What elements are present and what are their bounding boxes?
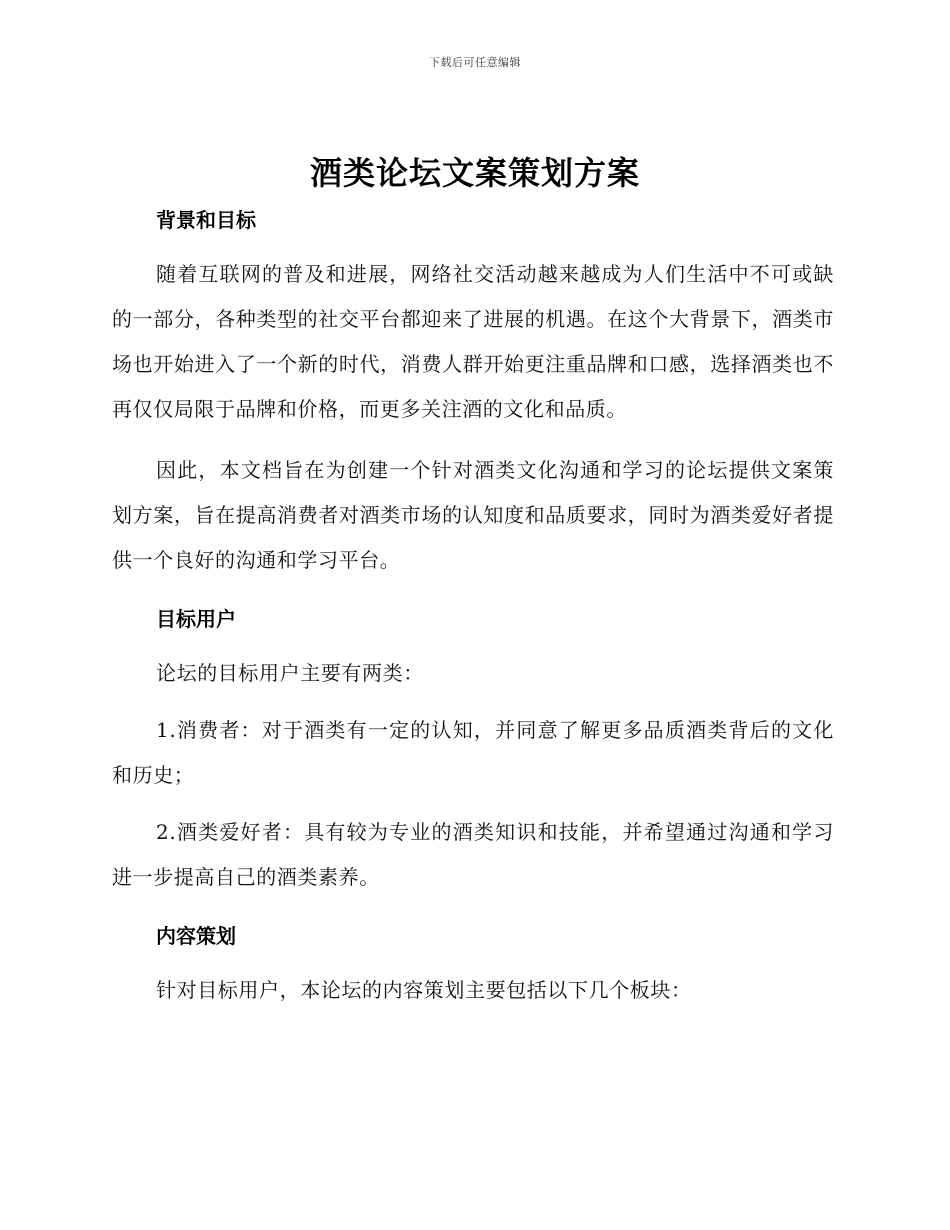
section-background-goals [112, 200, 834, 583]
section-target-users [112, 599, 834, 900]
paragraph: 随着互联网的普及和进展，网络社交活动越来越成为人们生活中不可或缺的一部分，各种类型的社交平台都迎来了进展的机遇。在这个大背景下，酒类市场也开始进入了一个新的时代，消费人群开始更注重品牌和口感，选择酒类也不再仅仅局限于品牌和价格，而更多关注酒的文化和品质。 [112, 262, 834, 421]
section-heading: 背景和目标 [156, 208, 256, 232]
section-heading: 内容策划 [156, 924, 236, 948]
list-item-enthusiasts: 2.酒类爱好者：具有较为专业的酒类知识和技能，并希望通过沟通和学习进一步提高自己的酒类素养。 [112, 820, 834, 889]
page-header-note: 下载后可任意编辑 [429, 56, 521, 69]
document-title: 酒类论坛文案策划方案 [309, 154, 640, 192]
document-body [112, 200, 834, 1013]
section-heading: 目标用户 [156, 607, 236, 631]
paragraph: 论坛的目标用户主要有两类： [156, 661, 424, 685]
section-content-planning [112, 916, 834, 1013]
list-item-consumers: 1.消费者：对于酒类有一定的认知，并同意了解更多品质酒类背后的文化和历史； [112, 718, 834, 787]
paragraph: 因此，本文档旨在为创建一个针对酒类文化沟通和学习的论坛提供文案策划方案，旨在提高消费者对酒类市场的认知度和品质要求，同时为酒类爱好者提供一个良好的沟通和学习平台。 [112, 458, 834, 572]
paragraph: 针对目标用户，本论坛的内容策划主要包括以下几个板块： [156, 978, 692, 1002]
